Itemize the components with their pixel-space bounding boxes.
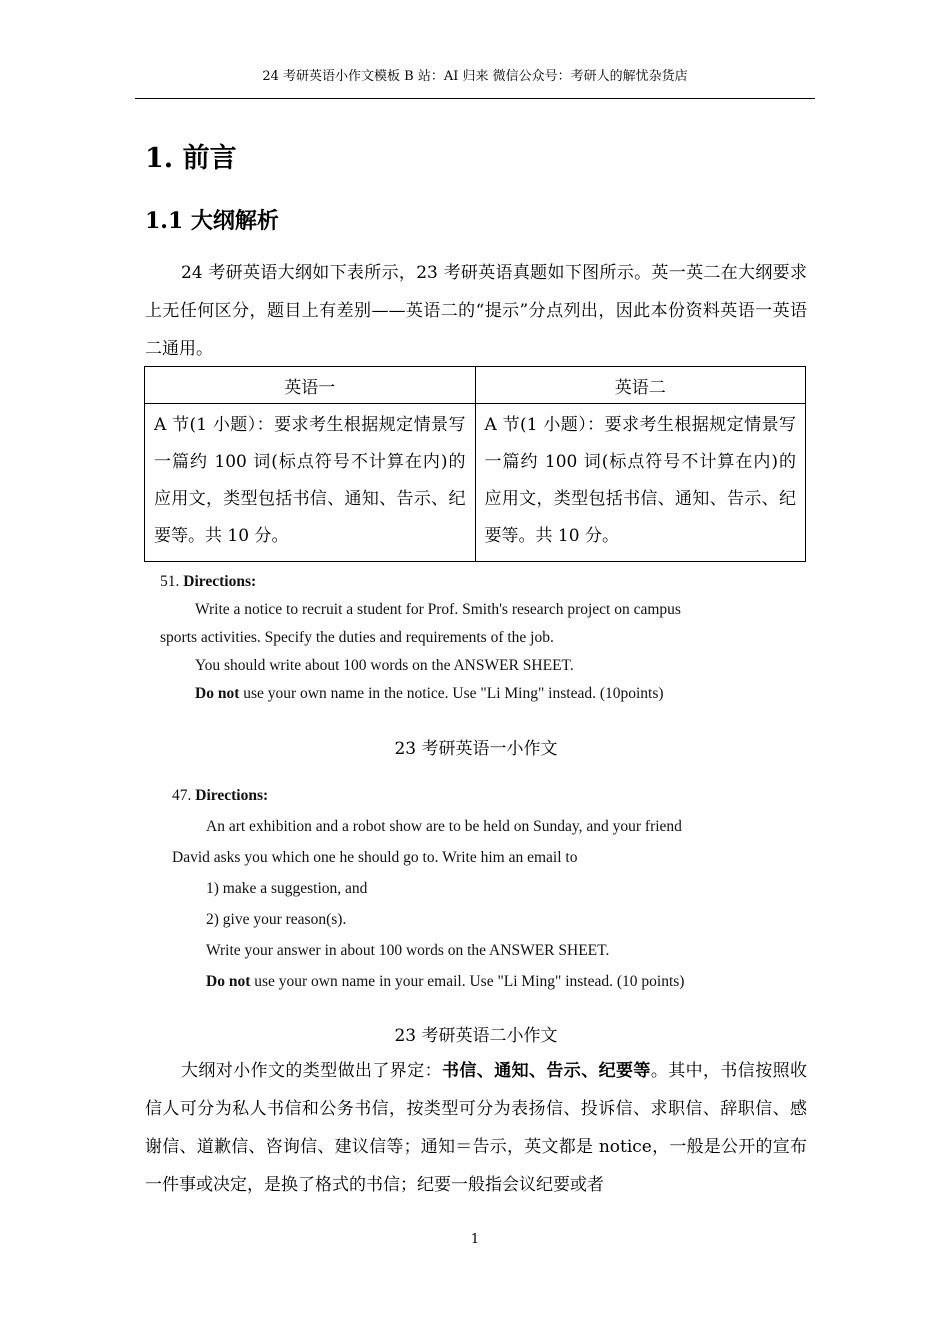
directions-label: Directions:: [183, 573, 257, 590]
table-header-english2: 英语二: [475, 367, 806, 404]
question-line: David asks you which one he should go to. Write him an email to: [172, 849, 578, 866]
figure-caption-english2: 23 考研英语二小作文: [394, 1026, 558, 1046]
page-header-text: 24 考研英语小作文模板 B 站：AI 归来 微信公众号：考研人的解忧杂货店: [262, 69, 688, 84]
question-line: Write your answer in about 100 words on the ANSWER SHEET.: [206, 942, 610, 959]
figure-caption-english1: 23 考研英语一小作文: [394, 739, 558, 759]
table-row: [145, 404, 806, 562]
question-line-rest: use your own name in your email. Use "Li Ming" instead. (10 points): [250, 973, 685, 990]
question-line: Write a notice to recruit a student for Prof. Smith's research project on campus: [195, 601, 681, 618]
question-line: 1) make a suggestion, and: [206, 880, 368, 897]
body-paragraph: [145, 1052, 807, 1204]
emphasis-text: Do not: [206, 973, 251, 990]
body-emphasis: 书信、通知、告示、纪要等: [442, 1061, 651, 1081]
section-heading: 1. 前言: [145, 143, 237, 174]
question-line-rest: use your own name in the notice. Use "Li Ming" instead. (10points): [239, 685, 664, 702]
question-title: [160, 568, 780, 596]
question-line: [172, 966, 792, 997]
question-line: [160, 680, 780, 708]
question-number: 51.: [160, 573, 180, 590]
intro-paragraph: 24 考研英语大纲如下表所示，23 考研英语真题如下图所示。英一英二在大纲要求上无任何区分，题目上有差别——英语二的“提示”分点列出，因此本份资料英语一英语二通用。: [145, 263, 807, 359]
question-line: You should write about 100 words on the ANSWER SHEET.: [195, 657, 574, 674]
table-cell-english1: A 节(1 小题）：要求考生根据规定情景写一篇约 100 词(标点符号不计算在内)的应用文，类型包括书信、通知、告示、纪要等。共 10 分。: [145, 404, 476, 562]
body-lead: 大纲对小作文的类型做出了界定：: [181, 1061, 442, 1081]
directions-label: Directions:: [195, 787, 269, 804]
page-number: 1: [470, 1232, 480, 1247]
syllabus-table: [144, 366, 806, 562]
page-header: [135, 62, 815, 99]
table-header-english1: 英语一: [145, 367, 476, 404]
question-51-image: [160, 568, 780, 708]
emphasis-text: Do not: [195, 685, 240, 702]
question-line: sports activities. Specify the duties and requirements of the job.: [160, 629, 554, 646]
question-line: 2) give your reason(s).: [206, 911, 347, 928]
question-47-image: [172, 780, 792, 997]
question-line: An art exhibition and a robot show are to be held on Sunday, and your friend: [206, 818, 682, 835]
table-header-row: [145, 367, 806, 404]
question-title: [172, 780, 792, 811]
question-number: 47.: [172, 787, 192, 804]
subsection-heading: 1.1 大纲解析: [145, 208, 279, 234]
body-rest: 。其中，书信按照收信人可分为私人书信和公务书信，按类型可分为表扬信、投诉信、求职信、辞职信、感谢信、道歉信、咨询信、建议信等；通知＝告示，英文都是 notice，一般是公开的宣布一件事或决定，是换了格式的书信；纪要一般指会议纪要或者: [145, 1061, 808, 1195]
table-cell-english2: A 节(1 小题）：要求考生根据规定情景写一篇约 100 词(标点符号不计算在内)的应用文，类型包括书信、通知、告示、纪要等。共 10 分。: [475, 404, 806, 562]
